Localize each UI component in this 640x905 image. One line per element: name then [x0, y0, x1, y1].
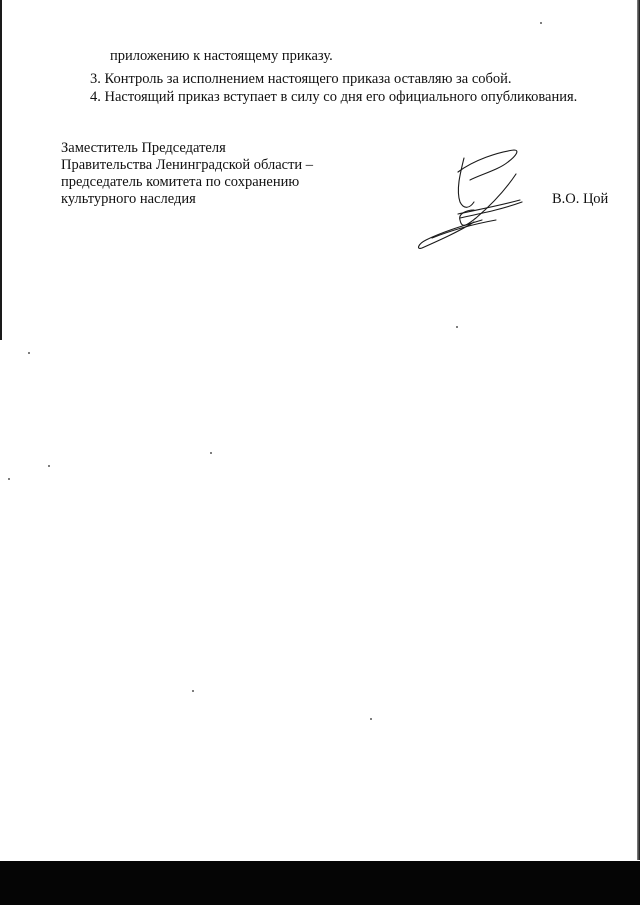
scan-speck	[192, 690, 194, 692]
scan-speck	[370, 718, 372, 720]
paragraph-continuation: приложению к настоящему приказу.	[110, 48, 333, 64]
scan-speck	[48, 465, 50, 467]
paragraph-item-3: 3. Контроль за исполнением настоящего приказа оставляю за собой.	[90, 71, 512, 87]
paragraph-item-4: 4. Настоящий приказ вступает в силу со дня его официального опубликования.	[90, 89, 578, 105]
handwritten-signature-icon	[412, 144, 532, 254]
signatory-name: В.О. Цой	[552, 191, 609, 207]
signatory-position-line: культурного наследия	[61, 191, 196, 207]
scan-bottom-band	[0, 861, 640, 905]
scan-left-edge	[0, 0, 2, 340]
scan-speck	[28, 352, 30, 354]
signatory-position-line: председатель комитета по сохранению	[61, 174, 300, 190]
signatory-position-line: Правительства Ленинградской области –	[61, 157, 314, 173]
scan-speck	[210, 452, 212, 454]
signatory-position-line: Заместитель Председателя	[61, 140, 226, 156]
scan-speck	[8, 478, 10, 480]
scan-speck	[540, 22, 542, 24]
signatory-position	[61, 140, 313, 208]
scan-speck	[456, 326, 458, 328]
